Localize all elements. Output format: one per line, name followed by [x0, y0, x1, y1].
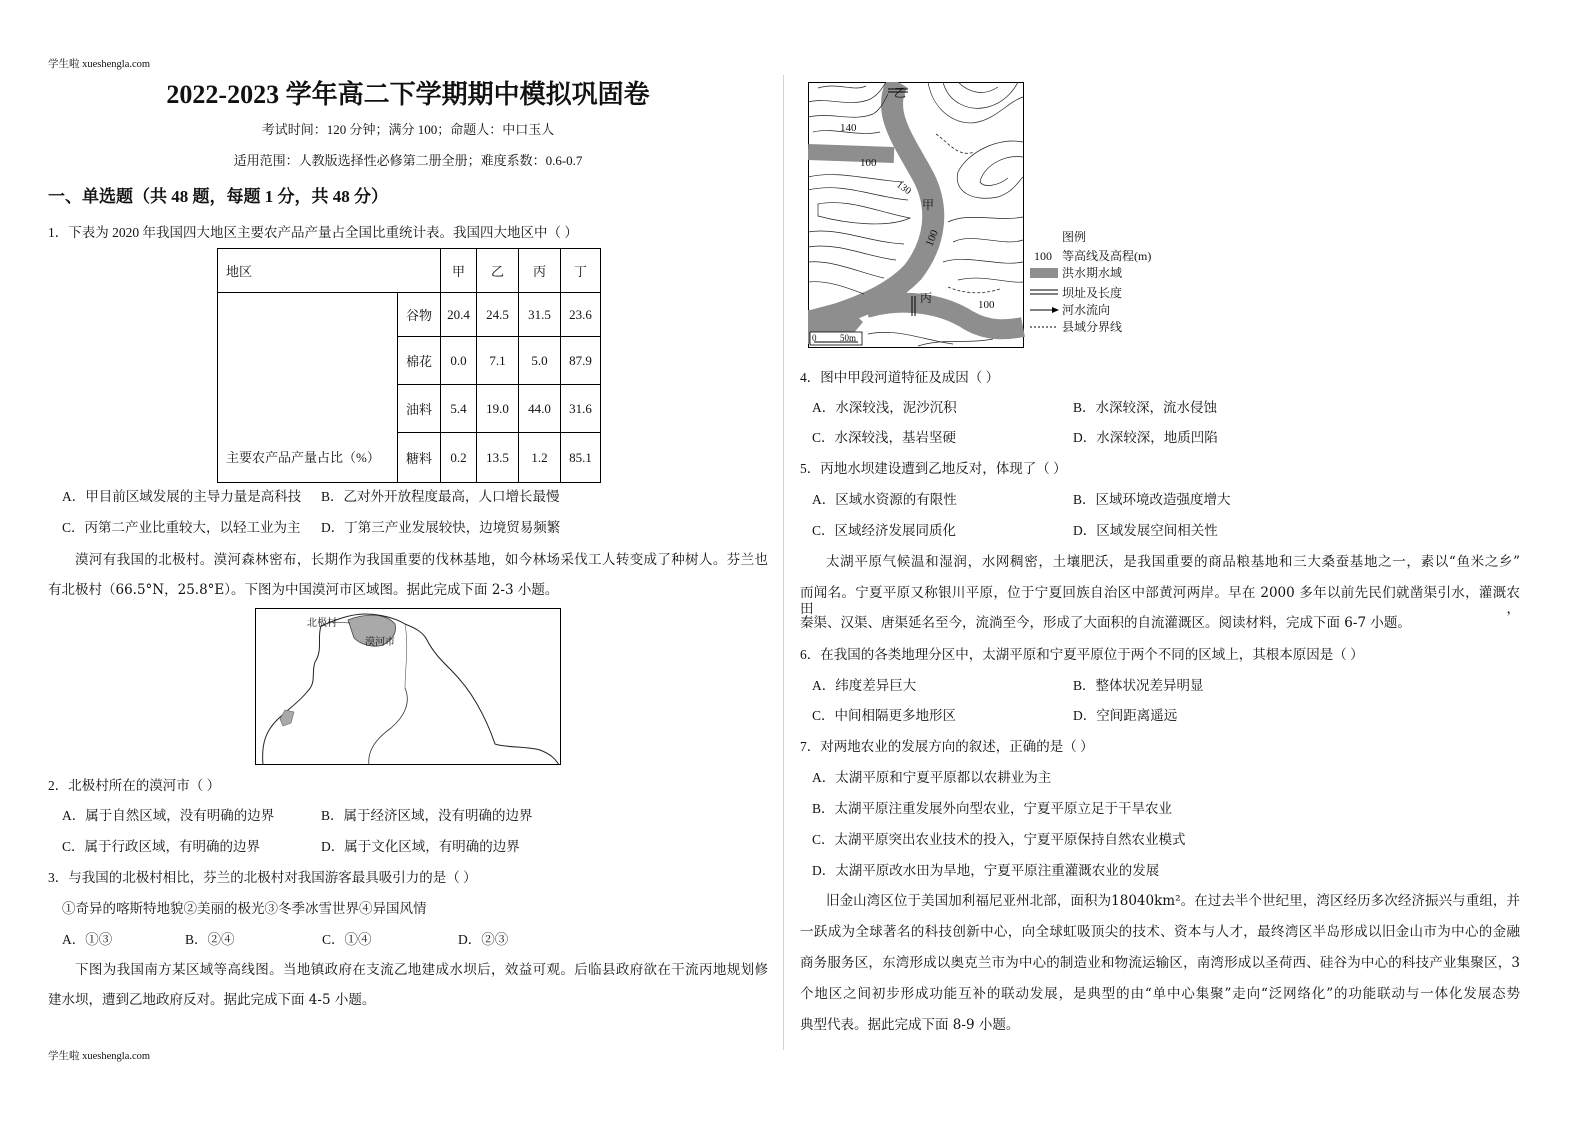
label-elevation-100: 100 — [978, 299, 995, 311]
table-header-bing: 丙 — [519, 249, 561, 293]
table-product: 糖料 — [398, 433, 441, 483]
passage-8-9-line: 个地区之间初步形成功能互补的联动发展，是典型的由“单中心集聚”走向“泛网络化”的功能联动与一体化发展态势 — [800, 986, 1520, 1002]
question-2-option-c: C．属于行政区域，有明确的边界 — [62, 839, 261, 854]
table-cell: 87.9 — [561, 337, 601, 385]
question-1-option-b: B．乙对外开放程度最高，人口增长最慢 — [321, 489, 560, 504]
legend-title: 图例 — [1062, 230, 1087, 244]
question-4-option-c: C．水深较浅，基岩坚硬 — [812, 430, 957, 445]
table-cell: 31.6 — [561, 385, 601, 433]
passage-6-7-line: 而闻名。宁夏平原又称银川平原，位于宁夏回族自治区中部黄河两岸。早在 2000 多年以前先民们就凿渠引水，灌溉农田， — [800, 585, 1520, 617]
table-cell: 5.4 — [441, 385, 477, 433]
question-6-stem: 6．在我国的各类地理分区中，太湖平原和宁夏平原位于两个不同的区域上，其根本原因是（ ） — [800, 647, 1364, 662]
table-cell: 0.0 — [441, 337, 477, 385]
question-3-option-d: D．②③ — [458, 932, 509, 947]
question-4-option-d: D．水深较深，地质凹陷 — [1073, 430, 1218, 445]
table-cell: 19.0 — [477, 385, 519, 433]
question-6-option-d: D．空间距离遥远 — [1073, 708, 1178, 723]
passage-8-9-line: 典型代表。据此完成下面 8-9 小题。 — [800, 1017, 1020, 1033]
passage-8-9-line: 旧金山湾区位于美国加利福尼亚州北部，面积为18040km²。在过去半个世纪里，湾区经历多次经济振兴与重组，并 — [826, 893, 1520, 909]
question-2-stem: 2．北极村所在的漠河市（ ） — [48, 778, 221, 793]
question-5-option-c: C．区域经济发展同质化 — [812, 523, 957, 538]
question-3-option-b: B．②④ — [185, 932, 235, 947]
table-cell: 44.0 — [519, 385, 561, 433]
passage-4-5-line: 建水坝，遭到乙地政府反对。据此完成下面 4-5 小题。 — [48, 992, 376, 1008]
scale-zero: 0 — [812, 333, 817, 343]
table-header-ding: 丁 — [561, 249, 601, 293]
question-3-statements: ①奇异的喀斯特地貌②美丽的极光③冬季冰雪世界④异国风情 — [62, 901, 427, 916]
section-heading: 一、单选题（共 48 题，每题 1 分，共 48 分） — [48, 187, 388, 206]
question-4-option-a: A．水深较浅，泥沙沉积 — [812, 400, 957, 415]
label-jia: 甲 — [922, 198, 935, 212]
legend-contour-value: 100 — [1034, 249, 1052, 263]
legend-flood-water: 洪水期水域 — [1062, 266, 1123, 280]
label-bing: 丙 — [920, 291, 933, 305]
table-cell: 24.5 — [477, 293, 519, 337]
question-7-option-c: C．太湖平原突出农业技术的投入，宁夏平原保持自然农业模式 — [812, 832, 1186, 847]
table-row-label: 主要农产品产量占比（%） — [218, 293, 398, 483]
question-6-option-b: B．整体状况差异明显 — [1073, 678, 1204, 693]
question-5-option-a: A．区域水资源的有限性 — [812, 492, 957, 507]
table-product: 油料 — [398, 385, 441, 433]
exam-info: 考试时间：120 分钟；满分 100；命题人：中口玉人 — [261, 122, 555, 137]
question-1-option-a: A．甲目前区域发展的主导力量是高科技 — [62, 489, 302, 504]
question-6-option-c: C．中间相隔更多地形区 — [812, 708, 957, 723]
question-7-stem: 7．对两地农业的发展方向的叙述，正确的是（ ） — [800, 739, 1094, 754]
question-1-stem: 1．下表为 2020 年我国四大地区主要农产品产量占全国比重统计表。我国四大地区中（ ） — [48, 225, 578, 240]
table-cell: 5.0 — [519, 337, 561, 385]
legend-dam: 坝址及长度 — [1062, 286, 1123, 300]
label-elevation-100: 100 — [860, 157, 877, 169]
passage-8-9-line: 一跃成为全球著名的科技创新中心，向全球虹吸顶尖的技术、资本与人才，最终湾区半岛形成以旧金山市为中心的金融 — [800, 924, 1520, 940]
question-7-option-d: D．太湖平原改水田为旱地，宁夏平原注重灌溉农业的发展 — [812, 863, 1160, 878]
question-5-option-b: B．区域环境改造强度增大 — [1073, 492, 1231, 507]
legend-county-boundary: 县域分界线 — [1062, 320, 1123, 334]
label-elevation-130: 130 — [894, 179, 913, 198]
question-5-option-d: D．区域发展空间相关性 — [1073, 523, 1218, 538]
passage-2-3-line: 漠河有我国的北极村。漠河森林密布，长期作为我国重要的伐林基地，如今林场采伐工人转变成了种树人。芬兰也 — [75, 552, 768, 568]
arrow-right-icon — [1052, 307, 1059, 313]
table-cell: 1.2 — [519, 433, 561, 483]
question-5-stem: 5．丙地水坝建设遭到乙地反对，体现了（ ） — [800, 461, 1067, 476]
passage-8-9-line: 商务服务区，东湾形成以奥克兰市为中心的制造业和物流运输区，南湾形成以圣荷西、硅谷为中心的科技产业集聚区，3 — [800, 955, 1520, 971]
table-cell: 0.2 — [441, 433, 477, 483]
table-cell: 23.6 — [561, 293, 601, 337]
legend-flow: 河水流向 — [1062, 303, 1111, 317]
question-1-table — [217, 248, 601, 483]
map-legend — [1030, 229, 1151, 334]
table-cell: 20.4 — [441, 293, 477, 337]
city-label: 漠河市 — [365, 637, 395, 648]
column-divider — [783, 75, 784, 1050]
table-cell: 85.1 — [561, 433, 601, 483]
watermark-bottom: 学生啦 xueshengla.com — [48, 1051, 151, 1062]
table-cell: 13.5 — [477, 433, 519, 483]
exam-title: 2022-2023 学年高二下学期期中模拟巩固卷 — [166, 80, 650, 109]
question-2-option-b: B．属于经济区域，没有明确的边界 — [321, 808, 533, 823]
label-elevation-140: 140 — [840, 122, 857, 134]
mohe-map — [255, 608, 561, 765]
passage-4-5-line: 下图为我国南方某区域等高线图。当地镇政府在支流乙地建成水坝后，效益可观。后临县政府欲在干流丙地规划修 — [75, 962, 768, 978]
question-2-option-d: D．属于文化区域，有明确的边界 — [321, 839, 520, 854]
legend-contour: 等高线及高程(m) — [1062, 249, 1152, 263]
question-1-option-d: D．丁第三产业发展较快，边境贸易频繁 — [321, 520, 561, 535]
question-3-option-a: A．①③ — [62, 932, 113, 947]
scope-info: 适用范围：人教版选择性必修第二册全册；难度系数：0.6-0.7 — [233, 153, 583, 168]
contour-map — [808, 82, 1170, 350]
question-2-option-a: A．属于自然区域，没有明确的边界 — [62, 808, 275, 823]
question-7-option-a: A．太湖平原和宁夏平原都以农耕业为主 — [812, 770, 1052, 785]
watermark-top: 学生啦 xueshengla.com — [48, 59, 151, 70]
table-product: 谷物 — [398, 293, 441, 337]
label-yi: 乙 — [894, 86, 907, 100]
label-elevation-100: 100 — [923, 228, 941, 249]
passage-2-3-line: 有北极村（66.5°N，25.8°E）。下图为中国漠河市区域图。据此完成下面 2-3 小题。 — [48, 582, 559, 598]
table-header-yi: 乙 — [477, 249, 519, 293]
question-3-stem: 3．与我国的北极村相比，芬兰的北极村对我国游客最具吸引力的是（ ） — [48, 870, 477, 885]
village-label: 北极村 — [307, 618, 337, 629]
scale-label: 50m — [840, 333, 857, 343]
passage-6-7-line: 太湖平原气候温和湿润，水网稠密，土壤肥沃，是我国重要的商品粮基地和三大桑蚕基地之一，素以“鱼米之乡” — [826, 554, 1520, 570]
table-header-region: 地区 — [218, 249, 441, 293]
table-header-jia: 甲 — [441, 249, 477, 293]
legend-flood-swatch — [1030, 268, 1058, 278]
question-4-stem: 4．图中甲段河道特征及成因（ ） — [800, 370, 1000, 385]
table-cell: 31.5 — [519, 293, 561, 337]
table-product: 棉花 — [398, 337, 441, 385]
tributary-river — [808, 152, 894, 155]
question-6-option-a: A．纬度差异巨大 — [812, 678, 917, 693]
question-4-option-b: B．水深较深，流水侵蚀 — [1073, 400, 1218, 415]
passage-6-7-line: 秦渠、汉渠、唐渠延名至今，流淌至今，形成了大面积的自流灌溉区。阅读材料，完成下面 6-7 小题。 — [800, 615, 1411, 631]
question-7-option-b: B．太湖平原注重发展外向型农业，宁夏平原立足于干旱农业 — [812, 801, 1173, 816]
table-cell: 7.1 — [477, 337, 519, 385]
question-1-option-c: C．丙第二产业比重较大，以轻工业为主 — [62, 520, 301, 535]
question-3-option-c: C．①④ — [322, 932, 372, 947]
